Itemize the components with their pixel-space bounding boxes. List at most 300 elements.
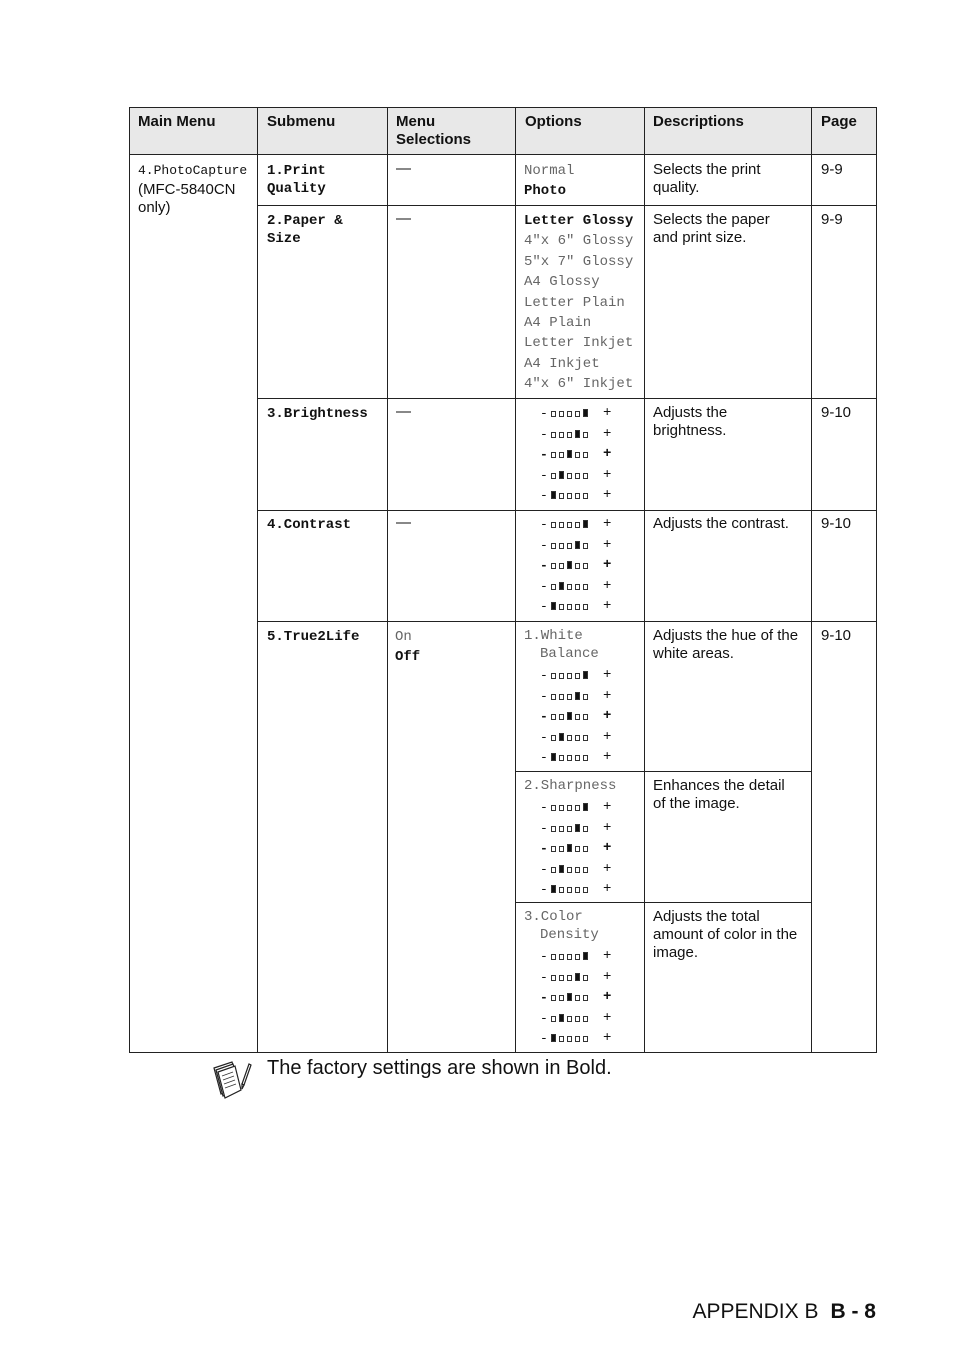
scale-box-empty bbox=[583, 473, 588, 479]
scale-boxes bbox=[551, 522, 588, 528]
scale-box-empty bbox=[583, 452, 588, 458]
selection-print-quality: — bbox=[396, 160, 411, 177]
scale-level-1 bbox=[525, 880, 635, 901]
scale-plus: + bbox=[603, 881, 612, 897]
scale-plus: + bbox=[603, 425, 612, 442]
desc-paper-size-line2: and print size. bbox=[653, 229, 747, 246]
scale-box-empty bbox=[583, 563, 588, 569]
brightness-scale-list bbox=[525, 404, 635, 507]
option-sharpness: 2.Sharpness bbox=[524, 778, 617, 794]
scale-box-empty bbox=[575, 522, 580, 528]
scale-boxes bbox=[551, 954, 588, 960]
scale-box-empty bbox=[567, 473, 572, 479]
scale-box-empty bbox=[559, 694, 564, 700]
scale-box-empty bbox=[583, 1016, 588, 1022]
option-white-balance-line2: Balance bbox=[540, 646, 599, 662]
option-4x6-inkjet: 4"x 6" Inkjet bbox=[524, 376, 634, 393]
scale-level-2 bbox=[525, 860, 635, 881]
scale-level-3 bbox=[525, 445, 635, 466]
selections-true2life bbox=[395, 627, 420, 667]
scale-plus: + bbox=[603, 749, 612, 765]
scale-box-empty bbox=[567, 522, 572, 528]
scale-box-empty bbox=[575, 755, 580, 761]
option-4x6-glossy: 4"x 6" Glossy bbox=[524, 233, 634, 250]
scale-box-empty bbox=[567, 805, 572, 811]
scale-box-filled bbox=[575, 430, 580, 438]
scale-plus: + bbox=[603, 487, 612, 503]
scale-level-2 bbox=[525, 1009, 635, 1030]
white-balance-scale-list bbox=[525, 666, 635, 769]
scale-boxes bbox=[551, 452, 588, 458]
scale-box-empty bbox=[567, 584, 572, 590]
scale-box-empty bbox=[559, 826, 564, 832]
scale-level-2 bbox=[525, 577, 635, 598]
header-submenu: Submenu bbox=[267, 113, 336, 130]
scale-box-empty bbox=[551, 995, 556, 1001]
scale-plus: + bbox=[603, 948, 612, 964]
border-right bbox=[876, 107, 877, 1053]
scale-box-empty bbox=[567, 1036, 572, 1042]
scale-box-empty bbox=[551, 563, 556, 569]
scale-box-empty bbox=[575, 1036, 580, 1042]
scale-minus: - bbox=[540, 599, 548, 614]
scale-box-empty bbox=[575, 493, 580, 499]
note-text: The factory settings are shown in Bold. bbox=[267, 1057, 612, 1079]
scale-plus: + bbox=[603, 405, 612, 421]
header-page: Page bbox=[821, 113, 857, 130]
scale-box-empty bbox=[575, 887, 580, 893]
scale-minus: - bbox=[540, 820, 548, 836]
scale-boxes bbox=[551, 714, 588, 720]
scale-minus: - bbox=[540, 861, 548, 877]
selection-paper-size: — bbox=[396, 210, 411, 227]
scale-level-3 bbox=[525, 707, 635, 728]
row-line-1 bbox=[257, 205, 877, 206]
scale-box-filled bbox=[551, 1034, 556, 1042]
scale-box-empty bbox=[551, 846, 556, 852]
scale-boxes bbox=[551, 673, 588, 679]
options-print-quality bbox=[524, 161, 574, 201]
scale-box-empty bbox=[575, 411, 580, 417]
page-paper-size: 9-9 bbox=[821, 211, 843, 228]
option-a4-inkjet: A4 Inkjet bbox=[524, 355, 600, 372]
scale-box-empty bbox=[575, 714, 580, 720]
scale-box-empty bbox=[583, 995, 588, 1001]
scale-box-empty bbox=[583, 887, 588, 893]
scale-minus: - bbox=[540, 969, 548, 985]
scale-plus: + bbox=[603, 687, 612, 704]
submenu-print-quality-line2: Quality bbox=[267, 181, 326, 197]
selection-on: On bbox=[395, 629, 412, 645]
option-letter-glossy: Letter Glossy bbox=[524, 213, 634, 229]
scale-box-empty bbox=[567, 493, 572, 499]
scale-box-empty bbox=[551, 975, 556, 981]
scale-box-empty bbox=[559, 604, 564, 610]
scale-plus: + bbox=[603, 446, 612, 462]
scale-box-empty bbox=[567, 432, 572, 438]
scale-box-empty bbox=[583, 584, 588, 590]
main-menu-note-line1: (MFC-5840CN bbox=[138, 181, 236, 198]
scale-minus: - bbox=[540, 841, 548, 856]
scale-box-empty bbox=[575, 954, 580, 960]
header-menu-selections-line2: Selections bbox=[396, 131, 472, 148]
scale-boxes bbox=[551, 473, 588, 479]
note-pad-pencil-icon bbox=[212, 1058, 252, 1105]
scale-box-empty bbox=[551, 584, 556, 590]
scale-box-empty bbox=[583, 714, 588, 720]
page-brightness: 9-10 bbox=[821, 404, 852, 421]
scale-box-empty bbox=[567, 735, 572, 741]
selection-brightness: — bbox=[396, 403, 411, 420]
scale-plus: + bbox=[603, 516, 612, 532]
scale-box-filled bbox=[567, 561, 572, 569]
scale-plus: + bbox=[603, 1030, 612, 1046]
scale-plus: + bbox=[603, 708, 612, 724]
scale-minus: - bbox=[540, 709, 548, 724]
col-line-5 bbox=[811, 107, 812, 1053]
scale-box-filled bbox=[567, 844, 572, 852]
scale-box-empty bbox=[567, 867, 572, 873]
scale-box-empty bbox=[575, 735, 580, 741]
scale-box-empty bbox=[575, 452, 580, 458]
desc-sharpness-line1: Enhances the detail bbox=[653, 777, 785, 794]
scale-box-empty bbox=[567, 826, 572, 832]
desc-print-quality-line1: Selects the print bbox=[653, 161, 761, 178]
header-options: Options bbox=[525, 113, 582, 130]
submenu-paper-size-line1: 2.Paper & bbox=[267, 213, 343, 229]
border-left bbox=[129, 107, 130, 1053]
page-print-quality: 9-9 bbox=[821, 161, 843, 178]
contrast-scale-list bbox=[525, 515, 635, 618]
scale-box-empty bbox=[559, 755, 564, 761]
scale-minus: - bbox=[540, 1031, 548, 1046]
scale-box-empty bbox=[567, 694, 572, 700]
scale-box-empty bbox=[575, 846, 580, 852]
scale-box-empty bbox=[559, 543, 564, 549]
scale-box-empty bbox=[583, 543, 588, 549]
row-line-4 bbox=[257, 621, 877, 622]
scale-boxes bbox=[551, 975, 588, 981]
scale-box-empty bbox=[551, 432, 556, 438]
scale-box-filled bbox=[551, 491, 556, 499]
scale-boxes bbox=[551, 694, 588, 700]
scale-plus: + bbox=[603, 989, 612, 1005]
desc-contrast: Adjusts the contrast. bbox=[653, 515, 789, 532]
scale-box-empty bbox=[551, 543, 556, 549]
scale-level-5 bbox=[525, 666, 635, 687]
scale-minus: - bbox=[540, 800, 548, 815]
scale-box-filled bbox=[567, 993, 572, 1001]
scale-box-empty bbox=[567, 543, 572, 549]
scale-level-5 bbox=[525, 798, 635, 819]
scale-box-filled bbox=[551, 753, 556, 761]
header-descriptions: Descriptions bbox=[653, 113, 744, 130]
options-paper-size bbox=[524, 211, 633, 395]
scale-box-filled bbox=[583, 803, 588, 811]
scale-level-4 bbox=[525, 819, 635, 840]
scale-box-empty bbox=[583, 826, 588, 832]
scale-box-empty bbox=[559, 452, 564, 458]
sharpness-scale-list bbox=[525, 798, 635, 901]
scale-level-2 bbox=[525, 728, 635, 749]
scale-box-empty bbox=[583, 493, 588, 499]
submenu-contrast: 4.Contrast bbox=[267, 517, 352, 533]
scale-box-empty bbox=[551, 411, 556, 417]
color-density-scale-list bbox=[525, 947, 635, 1050]
scale-box-filled bbox=[559, 582, 564, 590]
scale-box-filled bbox=[583, 409, 588, 417]
col-line-1 bbox=[257, 107, 258, 1053]
scale-box-filled bbox=[559, 471, 564, 479]
scale-box-empty bbox=[551, 473, 556, 479]
scale-box-empty bbox=[559, 805, 564, 811]
scale-box-empty bbox=[583, 975, 588, 981]
scale-box-filled bbox=[559, 1014, 564, 1022]
scale-box-filled bbox=[575, 973, 580, 981]
scale-box-filled bbox=[551, 885, 556, 893]
scale-minus: - bbox=[540, 467, 548, 483]
scale-box-empty bbox=[583, 846, 588, 852]
scale-plus: + bbox=[603, 819, 612, 836]
scale-box-filled bbox=[551, 602, 556, 610]
scale-minus: - bbox=[540, 990, 548, 1005]
option-letter-plain: Letter Plain bbox=[524, 294, 625, 311]
scale-box-empty bbox=[583, 867, 588, 873]
scale-box-empty bbox=[567, 673, 572, 679]
scale-box-empty bbox=[583, 604, 588, 610]
scale-box-empty bbox=[559, 714, 564, 720]
scale-box-empty bbox=[551, 805, 556, 811]
page-true2life: 9-10 bbox=[821, 627, 852, 644]
scale-minus: - bbox=[540, 668, 548, 683]
scale-boxes bbox=[551, 995, 588, 1001]
desc-white-balance-line2: white areas. bbox=[653, 645, 734, 662]
scale-boxes bbox=[551, 1016, 588, 1022]
footer-page-number: B - 8 bbox=[830, 1300, 876, 1323]
scale-box-filled bbox=[575, 824, 580, 832]
scale-box-empty bbox=[567, 954, 572, 960]
scale-box-empty bbox=[551, 452, 556, 458]
scale-plus: + bbox=[603, 799, 612, 815]
scale-boxes bbox=[551, 493, 588, 499]
option-a4-glossy: A4 Glossy bbox=[524, 274, 600, 291]
scale-level-5 bbox=[525, 947, 635, 968]
scale-box-empty bbox=[575, 604, 580, 610]
selection-contrast: — bbox=[396, 514, 411, 531]
scale-level-5 bbox=[525, 404, 635, 425]
scale-box-empty bbox=[559, 432, 564, 438]
desc-sharpness-line2: of the image. bbox=[653, 795, 740, 812]
scale-boxes bbox=[551, 805, 588, 811]
scale-level-3 bbox=[525, 988, 635, 1009]
scale-box-empty bbox=[575, 995, 580, 1001]
scale-boxes bbox=[551, 604, 588, 610]
scale-boxes bbox=[551, 543, 588, 549]
scale-level-1 bbox=[525, 1029, 635, 1050]
row-line-6 bbox=[515, 902, 812, 903]
option-normal: Normal bbox=[524, 163, 575, 179]
scale-level-1 bbox=[525, 597, 635, 618]
scale-box-empty bbox=[575, 473, 580, 479]
scale-box-filled bbox=[583, 671, 588, 679]
scale-plus: + bbox=[603, 1009, 612, 1026]
scale-box-filled bbox=[583, 520, 588, 528]
scale-boxes bbox=[551, 584, 588, 590]
scale-level-4 bbox=[525, 425, 635, 446]
desc-color-density-line2: amount of color in the bbox=[653, 926, 798, 943]
submenu-brightness: 3.Brightness bbox=[267, 406, 368, 422]
scale-box-empty bbox=[551, 714, 556, 720]
scale-plus: + bbox=[603, 860, 612, 877]
scale-level-3 bbox=[525, 839, 635, 860]
scale-plus: + bbox=[603, 968, 612, 985]
scale-box-empty bbox=[559, 673, 564, 679]
page-footer bbox=[692, 1300, 876, 1324]
scale-box-empty bbox=[551, 522, 556, 528]
desc-print-quality-line2: quality. bbox=[653, 179, 700, 196]
scale-box-empty bbox=[575, 805, 580, 811]
scale-minus: - bbox=[540, 882, 548, 897]
scale-minus: - bbox=[540, 558, 548, 573]
scale-box-empty bbox=[551, 1016, 556, 1022]
scale-box-empty bbox=[567, 755, 572, 761]
scale-box-empty bbox=[551, 673, 556, 679]
scale-minus: - bbox=[540, 517, 548, 532]
scale-minus: - bbox=[540, 729, 548, 745]
option-white-balance-line1: 1.White bbox=[524, 628, 583, 644]
scale-box-empty bbox=[583, 432, 588, 438]
scale-level-2 bbox=[525, 466, 635, 487]
scale-level-5 bbox=[525, 515, 635, 536]
scale-box-empty bbox=[567, 411, 572, 417]
scale-plus: + bbox=[603, 598, 612, 614]
scale-level-4 bbox=[525, 968, 635, 989]
scale-box-empty bbox=[575, 1016, 580, 1022]
submenu-true2life: 5.True2Life bbox=[267, 629, 360, 645]
scale-minus: - bbox=[540, 488, 548, 503]
row-line-3 bbox=[257, 510, 877, 511]
col-line-2 bbox=[387, 107, 388, 1053]
border-bottom bbox=[129, 1052, 877, 1053]
scale-box-empty bbox=[575, 867, 580, 873]
scale-boxes bbox=[551, 563, 588, 569]
scale-level-4 bbox=[525, 536, 635, 557]
scale-box-empty bbox=[583, 1036, 588, 1042]
scale-box-empty bbox=[575, 563, 580, 569]
scale-plus: + bbox=[603, 840, 612, 856]
scale-plus: + bbox=[603, 466, 612, 483]
scale-box-empty bbox=[559, 563, 564, 569]
header-menu-selections-line1: Menu bbox=[396, 113, 436, 130]
scale-box-empty bbox=[551, 694, 556, 700]
header-main-menu: Main Menu bbox=[138, 113, 216, 130]
scale-boxes bbox=[551, 411, 588, 417]
scale-box-empty bbox=[559, 522, 564, 528]
main-menu-code: 4.PhotoCapture bbox=[138, 163, 248, 178]
scale-box-empty bbox=[559, 995, 564, 1001]
submenu-print-quality-line1: 1.Print bbox=[267, 163, 326, 179]
scale-box-empty bbox=[583, 735, 588, 741]
scale-level-1 bbox=[525, 486, 635, 507]
scale-level-3 bbox=[525, 556, 635, 577]
option-letter-inkjet: Letter Inkjet bbox=[524, 335, 634, 352]
scale-boxes bbox=[551, 755, 588, 761]
scale-box-empty bbox=[583, 755, 588, 761]
scale-plus: + bbox=[603, 577, 612, 594]
scale-box-empty bbox=[559, 493, 564, 499]
scale-boxes bbox=[551, 1036, 588, 1042]
scale-box-empty bbox=[551, 735, 556, 741]
scale-boxes bbox=[551, 826, 588, 832]
option-5x7-glossy: 5"x 7" Glossy bbox=[524, 253, 634, 270]
scale-box-empty bbox=[583, 694, 588, 700]
scale-box-filled bbox=[559, 865, 564, 873]
scale-minus: - bbox=[540, 1010, 548, 1026]
scale-box-empty bbox=[559, 846, 564, 852]
scale-box-filled bbox=[567, 450, 572, 458]
desc-brightness-line1: Adjusts the bbox=[653, 404, 728, 421]
main-menu-note-line2: only) bbox=[138, 199, 171, 216]
scale-box-empty bbox=[559, 975, 564, 981]
footer-section: APPENDIX B bbox=[692, 1300, 819, 1323]
scale-boxes bbox=[551, 846, 588, 852]
scale-box-empty bbox=[559, 954, 564, 960]
scale-box-empty bbox=[575, 673, 580, 679]
row-line-2 bbox=[257, 398, 877, 399]
scale-box-empty bbox=[551, 867, 556, 873]
selection-off: Off bbox=[395, 649, 421, 665]
settings-table bbox=[129, 107, 877, 1053]
row-line-5 bbox=[515, 771, 812, 772]
scale-box-empty bbox=[567, 604, 572, 610]
scale-box-empty bbox=[551, 954, 556, 960]
option-a4-plain: A4 Plain bbox=[524, 315, 592, 332]
scale-box-filled bbox=[567, 712, 572, 720]
table-header bbox=[129, 107, 877, 155]
scale-minus: - bbox=[540, 406, 548, 421]
scale-box-empty bbox=[559, 411, 564, 417]
scale-minus: - bbox=[540, 688, 548, 704]
page-contrast: 9-10 bbox=[821, 515, 852, 532]
scale-box-filled bbox=[575, 541, 580, 549]
scale-box-empty bbox=[567, 1016, 572, 1022]
scale-boxes bbox=[551, 735, 588, 741]
scale-plus: + bbox=[603, 536, 612, 553]
scale-box-empty bbox=[567, 975, 572, 981]
scale-box-empty bbox=[567, 887, 572, 893]
scale-level-1 bbox=[525, 748, 635, 769]
desc-color-density-line3: image. bbox=[653, 944, 699, 961]
scale-boxes bbox=[551, 867, 588, 873]
scale-minus: - bbox=[540, 949, 548, 964]
option-color-density-line1: 3.Color bbox=[524, 909, 583, 925]
scale-minus: - bbox=[540, 447, 548, 462]
scale-level-4 bbox=[525, 687, 635, 708]
scale-box-filled bbox=[575, 692, 580, 700]
scale-minus: - bbox=[540, 578, 548, 594]
scale-box-empty bbox=[551, 826, 556, 832]
scale-box-filled bbox=[559, 733, 564, 741]
scale-boxes bbox=[551, 432, 588, 438]
option-color-density-line2: Density bbox=[540, 927, 599, 943]
scale-box-empty bbox=[575, 584, 580, 590]
col-line-4 bbox=[644, 107, 645, 1053]
scale-plus: + bbox=[603, 667, 612, 683]
scale-plus: + bbox=[603, 557, 612, 573]
submenu-paper-size-line2: Size bbox=[267, 231, 301, 247]
col-line-3 bbox=[515, 107, 516, 1053]
desc-paper-size-line1: Selects the paper bbox=[653, 211, 770, 228]
